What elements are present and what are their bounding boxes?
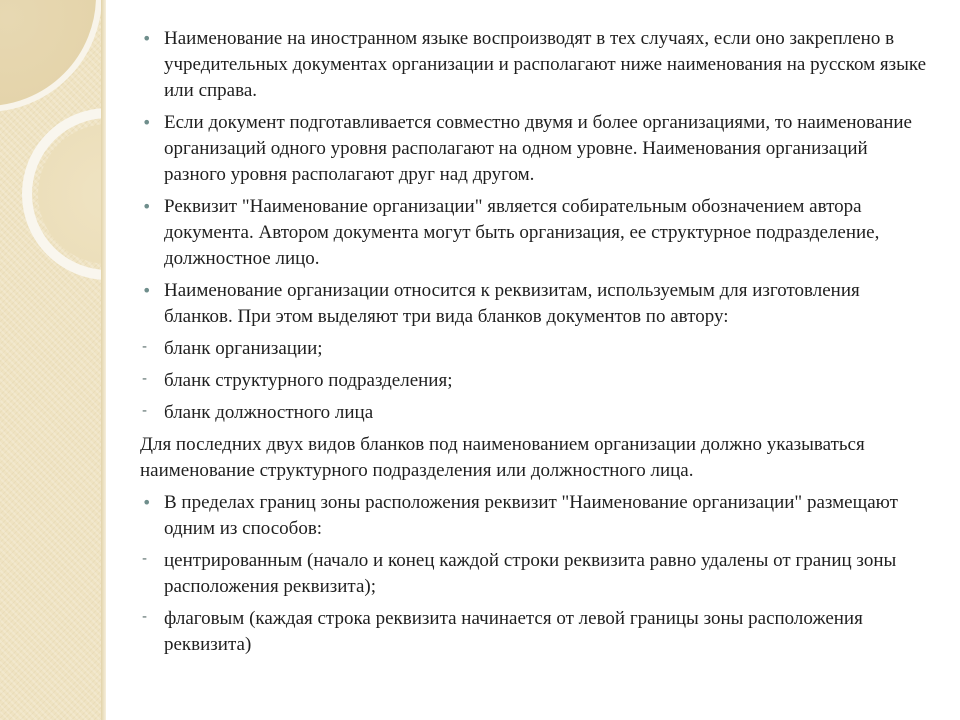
list-item-text: центрированным (начало и конец каждой строки реквизита равно удалены от границ зоны расположения реквизита); — [164, 550, 897, 597]
dash-list-item — [140, 548, 930, 600]
list-item — [140, 110, 930, 188]
list-item-text: Если документ подготавливается совместно двумя и более организациями, то наименование организаций одного уровня располагают на одном уровне. Наименования организаций разного уровня располагают друг над другом. — [164, 112, 912, 185]
dash-list-item — [140, 400, 930, 426]
bullet-marker: • — [142, 29, 152, 48]
list-item-text: Наименование на иностранном языке воспроизводят в тех случаях, если оно закреплено в учредительных документах организации и располагают ниже наименования на русском языке или справа. — [164, 28, 927, 101]
bullet-marker: • — [142, 493, 152, 512]
bullet-marker: • — [142, 197, 152, 216]
dash-list-item — [140, 336, 930, 362]
dash-marker: - — [142, 609, 148, 625]
bullet-marker: • — [142, 281, 152, 300]
dash-list-item — [140, 368, 930, 394]
list-item-text: бланк структурного подразделения; — [164, 370, 453, 391]
dash-marker: - — [142, 551, 148, 567]
dash-marker: - — [142, 371, 148, 387]
paragraph — [140, 432, 930, 484]
paragraph-text: Для последних двух видов бланков под наименованием организации должно указываться наименование структурного подразделения или должностного лица. — [140, 434, 865, 481]
list-item-text: Реквизит "Наименование организации" является собирательным обозначением автора документа. Автором документа могут быть организация, ее структурное подразделение, должностное лицо. — [164, 196, 880, 269]
list-item — [140, 278, 930, 330]
list-item-text: флаговым (каждая строка реквизита начинается от левой границы зоны расположения реквизита) — [164, 608, 863, 655]
list-item — [140, 194, 930, 272]
bullet-marker: • — [142, 113, 152, 132]
list-item-text: Наименование организации относится к реквизитам, используемым для изготовления бланков. При этом выделяют три вида бланков документов по автору: — [164, 280, 860, 327]
list-item-text: бланк организации; — [164, 338, 323, 359]
dash-marker: - — [142, 403, 148, 419]
decorative-band-edge — [101, 0, 106, 720]
decorative-large-ring — [0, 0, 102, 112]
list-item — [140, 26, 930, 104]
dash-marker: - — [142, 339, 148, 355]
list-item-text: бланк должностного лица — [164, 402, 374, 423]
decorative-small-ring — [22, 108, 106, 280]
decorative-side-band — [0, 0, 106, 720]
list-item — [140, 490, 930, 542]
dash-list-item — [140, 606, 930, 658]
slide-content — [140, 26, 930, 664]
list-item-text: В пределах границ зоны расположения реквизит "Наименование организации" размещают одним из способов: — [164, 492, 898, 539]
